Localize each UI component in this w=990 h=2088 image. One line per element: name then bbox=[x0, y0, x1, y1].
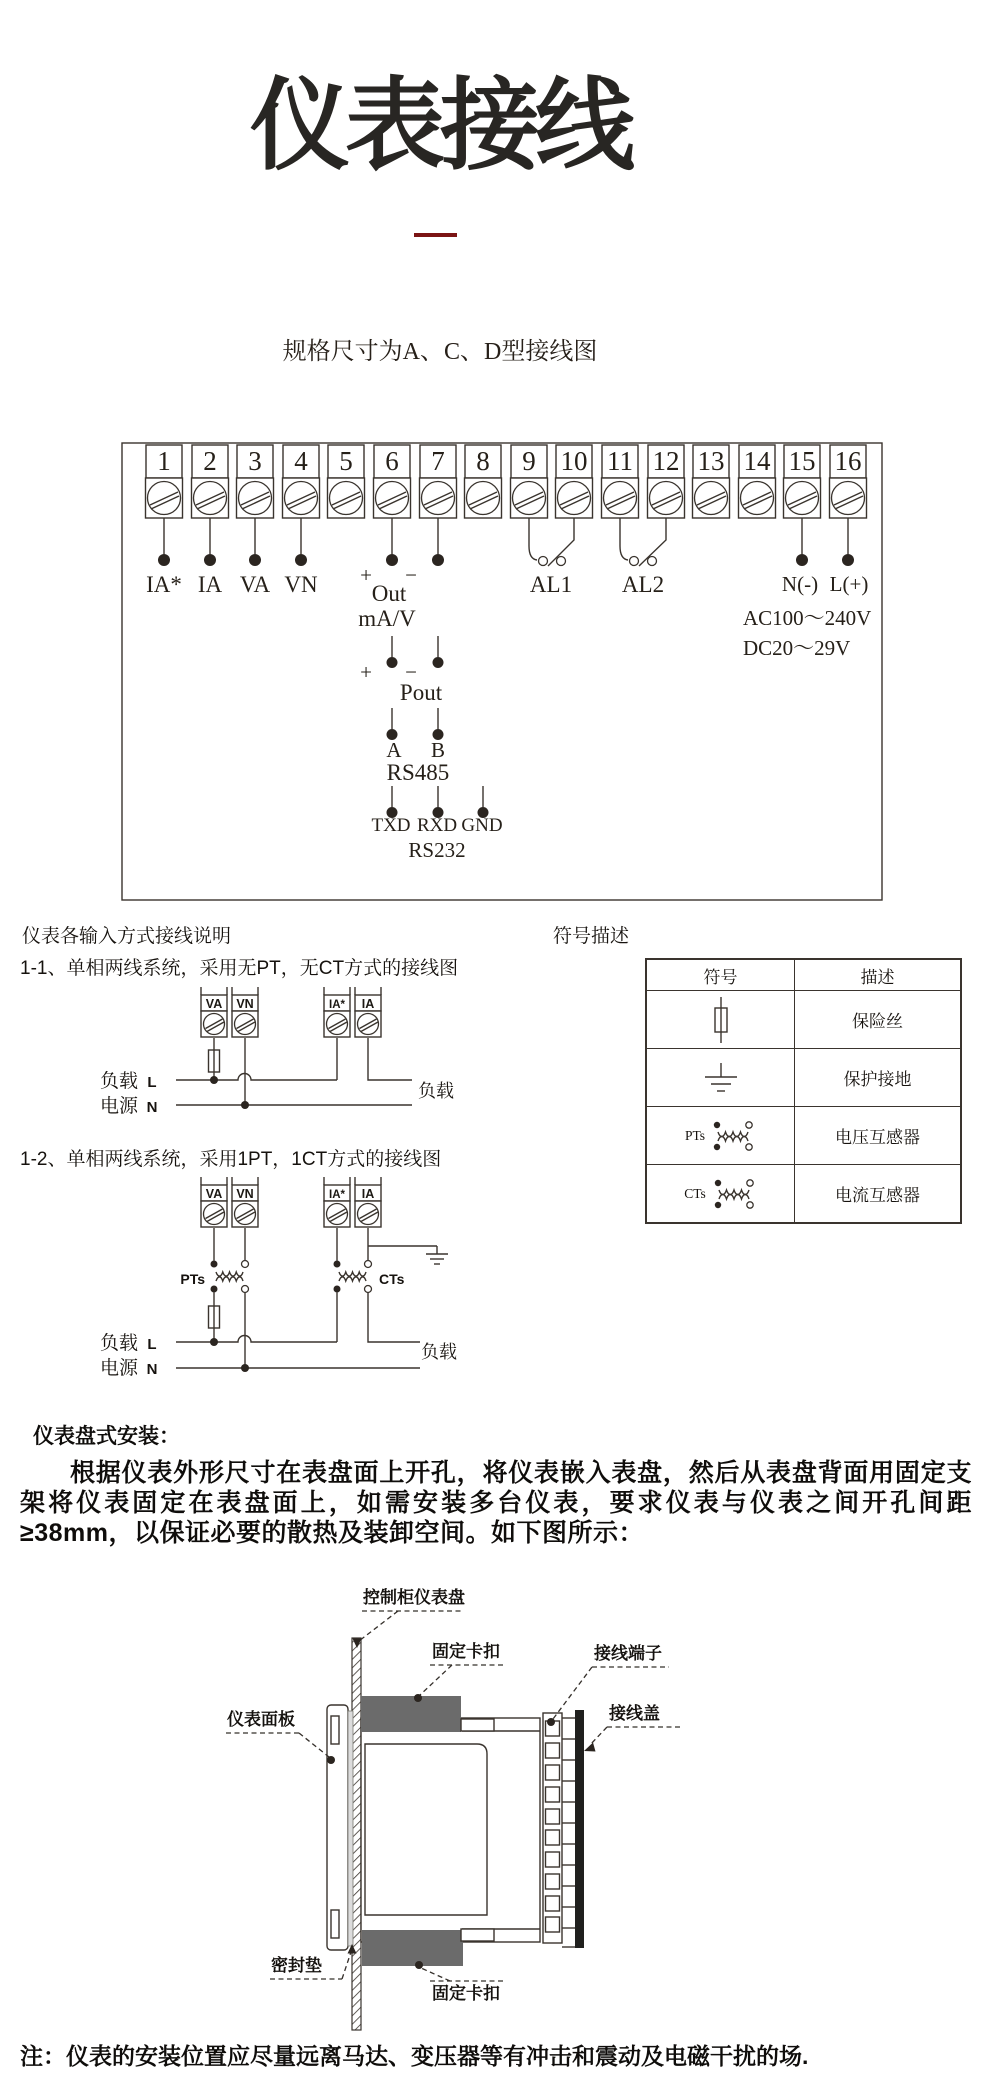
cts-label: CTs bbox=[684, 1185, 706, 1201]
symbol-desc: 保护接地 bbox=[795, 1048, 960, 1106]
mini-terminal-label: VA bbox=[205, 997, 223, 1011]
label-ac-range: AC100～240V bbox=[743, 606, 872, 630]
relay-contact-icon bbox=[620, 518, 666, 566]
terminal-number: 7 bbox=[431, 446, 445, 476]
label-minus: − bbox=[405, 563, 417, 587]
label-plus: + bbox=[360, 660, 372, 684]
terminal-cell bbox=[192, 445, 229, 518]
terminal-cell bbox=[283, 445, 320, 518]
label-l-plus: L(+) bbox=[829, 572, 869, 596]
terminal-cell bbox=[693, 445, 730, 518]
label-pout: Pout bbox=[399, 680, 443, 705]
terminal-block-diagram bbox=[0, 435, 990, 905]
label-al1: AL1 bbox=[529, 572, 573, 597]
table-row bbox=[647, 1164, 960, 1222]
label-minus: − bbox=[405, 660, 417, 684]
earth-symbol-cell bbox=[647, 1048, 795, 1106]
relay-contact-icon bbox=[529, 518, 574, 566]
line-n-label: N bbox=[146, 1361, 158, 1378]
mini-terminal-label: IA bbox=[361, 997, 375, 1011]
clip-top-label: 固定卡扣 bbox=[432, 1642, 500, 1661]
pts-label: PTs bbox=[684, 1127, 706, 1143]
label-dc-range: DC20～29V bbox=[743, 636, 851, 660]
mini-terminal-label: VN bbox=[236, 997, 254, 1011]
line-n-label: N bbox=[146, 1099, 158, 1116]
label-rs232: RS232 bbox=[408, 838, 466, 862]
callout-cover bbox=[584, 1703, 681, 1752]
load-label: 负载 bbox=[100, 1333, 139, 1354]
screw-icon bbox=[511, 478, 548, 518]
earth-icon bbox=[697, 1059, 745, 1097]
mini-terminal-label: IA* bbox=[329, 1189, 345, 1201]
screw-icon bbox=[693, 478, 730, 518]
screw-icon bbox=[739, 478, 776, 518]
terminal-strip bbox=[146, 445, 867, 518]
fixing-clip-bottom bbox=[362, 1930, 463, 1966]
install-section-heading: 仪表盘式安装： bbox=[33, 1425, 180, 1448]
symbol-desc: 电压互感器 bbox=[795, 1106, 960, 1164]
rear-terminal-strip bbox=[543, 1713, 575, 1947]
symbol-table bbox=[645, 958, 962, 1224]
terminal-cell bbox=[146, 445, 183, 518]
terminal-number: 14 bbox=[743, 446, 771, 476]
terminal-cell bbox=[602, 445, 639, 518]
screw-icon bbox=[374, 478, 411, 518]
label-mav: mA/V bbox=[358, 606, 416, 631]
callout-panel bbox=[353, 1587, 466, 1648]
symbol-desc: 保险丝 bbox=[795, 990, 960, 1048]
page-subtitle: 规格尺寸为A、C、D型接线图 bbox=[282, 339, 598, 365]
cts-label: CTs bbox=[379, 1271, 405, 1287]
pt-symbol-cell bbox=[647, 1106, 795, 1164]
load-label: 负载 bbox=[421, 1342, 457, 1362]
source-label: 电源 bbox=[100, 1096, 139, 1117]
input-wires bbox=[158, 518, 854, 566]
transformer-icon bbox=[710, 1118, 756, 1154]
terminal-cell bbox=[830, 445, 867, 518]
pt-transformer-icon bbox=[211, 1261, 249, 1293]
label-n-minus: N(-) bbox=[781, 572, 819, 596]
screw-icon bbox=[465, 478, 502, 518]
terminal-number: 8 bbox=[476, 446, 490, 476]
load-label: 负载 bbox=[100, 1071, 139, 1092]
source-label: 电源 bbox=[100, 1358, 139, 1379]
fixing-clip-top bbox=[361, 1696, 461, 1732]
terminal-block-label: 接线端子 bbox=[594, 1644, 662, 1663]
callout-clip-bottom bbox=[415, 1961, 506, 2003]
terminal-number: 4 bbox=[294, 446, 308, 476]
mini-terminal-label: VN bbox=[236, 1187, 254, 1201]
screw-icon bbox=[602, 478, 639, 518]
line-l-label: L bbox=[147, 1336, 157, 1353]
label-plus: + bbox=[360, 563, 372, 587]
table-row bbox=[647, 1106, 960, 1164]
title-divider bbox=[414, 233, 457, 237]
label-txd: TXD bbox=[371, 815, 411, 836]
wiring-diagram-1-2 bbox=[100, 1177, 457, 1379]
terminal-number: 15 bbox=[788, 446, 816, 476]
terminal-cell bbox=[784, 445, 821, 518]
fuse-icon bbox=[704, 995, 738, 1045]
ct-transformer-icon bbox=[334, 1261, 372, 1293]
terminal-cell bbox=[511, 445, 548, 518]
mini-terminal-label: VA bbox=[205, 1187, 223, 1201]
screw-icon bbox=[648, 478, 685, 518]
load-label: 负载 bbox=[418, 1081, 454, 1101]
screw-icon bbox=[192, 478, 229, 518]
line-l-label: L bbox=[147, 1074, 157, 1091]
panel-label: 控制柜仪表盘 bbox=[363, 1588, 465, 1607]
terminal-number: 10 bbox=[560, 446, 588, 476]
wiring-cover-bar bbox=[575, 1710, 584, 1948]
terminal-number: 13 bbox=[697, 446, 725, 476]
terminal-number: 3 bbox=[248, 446, 262, 476]
screw-icon bbox=[830, 478, 867, 518]
terminal-number: 9 bbox=[522, 446, 536, 476]
screw-icon bbox=[556, 478, 593, 518]
terminal-number: 16 bbox=[834, 446, 862, 476]
terminal-cell bbox=[739, 445, 776, 518]
terminal-number: 12 bbox=[652, 446, 680, 476]
table-header-row bbox=[647, 960, 960, 990]
label-rxd: RXD bbox=[416, 815, 458, 836]
screw-icon bbox=[328, 478, 365, 518]
transformer-icon bbox=[711, 1176, 757, 1212]
clip-bottom-label: 固定卡扣 bbox=[432, 1984, 500, 2003]
pts-label: PTs bbox=[180, 1271, 205, 1287]
terminal-cell bbox=[556, 445, 593, 518]
symbol-table-heading: 符号描述 bbox=[553, 926, 630, 947]
cover-label: 接线盖 bbox=[609, 1704, 660, 1723]
column-header-desc: 描述 bbox=[860, 967, 895, 987]
wiring-section-heading: 仪表各输入方式接线说明 bbox=[22, 926, 232, 947]
screw-icon bbox=[283, 478, 320, 518]
earth-icon bbox=[426, 1246, 448, 1264]
mini-terminal-label: IA* bbox=[329, 999, 345, 1011]
label-a: A bbox=[386, 738, 402, 762]
wiring-diagram-1-1 bbox=[100, 987, 454, 1117]
terminal-cell bbox=[374, 445, 411, 518]
table-row bbox=[647, 990, 960, 1048]
column-header-symbol: 符号 bbox=[647, 960, 795, 990]
front-panel-label: 仪表面板 bbox=[227, 1710, 295, 1729]
label-al2: AL2 bbox=[621, 572, 665, 597]
label-va: VA bbox=[239, 572, 271, 597]
callout-front-panel bbox=[226, 1709, 335, 1764]
terminal-cell bbox=[648, 445, 685, 518]
diagram-1-1-caption: 1-1、单相两线系统，采用无PT，无CT方式的接线图 bbox=[20, 958, 459, 979]
diagram-1-2-caption: 1-2、单相两线系统，采用1PT，1CT方式的接线图 bbox=[20, 1149, 442, 1170]
terminal-number: 5 bbox=[339, 446, 353, 476]
callout-clip-top bbox=[414, 1641, 506, 1702]
label-rs485: RS485 bbox=[386, 760, 450, 785]
screw-icon bbox=[784, 478, 821, 518]
meter-inner-module bbox=[365, 1744, 487, 1915]
install-paragraph: 根据仪表外形尺寸在表盘面上开孔，将仪表嵌入表盘，然后从表盘背面用固定支架将仪表固定在表盘面上，如需安装多台仪表，要求仪表与仪表之间开孔间距≥38mm，以保证必要的散热及装卸空间。如下图所示： bbox=[20, 1459, 972, 1547]
installation-diagram bbox=[0, 1580, 990, 2040]
terminal-cell bbox=[237, 445, 274, 518]
label-ia: IA bbox=[197, 572, 223, 597]
sealing-gasket bbox=[348, 1711, 353, 1946]
terminal-number: 6 bbox=[385, 446, 399, 476]
terminal-number: 11 bbox=[607, 446, 633, 476]
fuse-symbol-cell bbox=[647, 990, 795, 1048]
gasket-label: 密封垫 bbox=[271, 1956, 322, 1975]
terminal-cell bbox=[420, 445, 457, 518]
mini-terminal-label: IA bbox=[361, 1187, 375, 1201]
label-gnd: GND bbox=[461, 815, 503, 836]
input-wiring-diagrams bbox=[0, 985, 560, 1405]
label-vn: VN bbox=[284, 572, 318, 597]
terminal-number: 2 bbox=[203, 446, 217, 476]
symbol-desc: 电流互感器 bbox=[795, 1164, 960, 1222]
label-out: Out bbox=[371, 581, 407, 606]
screw-icon bbox=[146, 478, 183, 518]
terminal-cell bbox=[465, 445, 502, 518]
terminal-number: 1 bbox=[157, 446, 171, 476]
page-title: 仪表接线 bbox=[250, 70, 630, 182]
label-b: B bbox=[430, 738, 446, 762]
label-ia-star: IA* bbox=[146, 572, 182, 597]
ct-symbol-cell bbox=[647, 1164, 795, 1222]
installation-note: 注：仪表的安装位置应尽量远离马达、变压器等有冲击和震动及电磁干扰的场. bbox=[20, 2043, 809, 2069]
table-row bbox=[647, 1048, 960, 1106]
screw-icon bbox=[420, 478, 457, 518]
screw-icon bbox=[237, 478, 274, 518]
terminal-cell bbox=[328, 445, 365, 518]
